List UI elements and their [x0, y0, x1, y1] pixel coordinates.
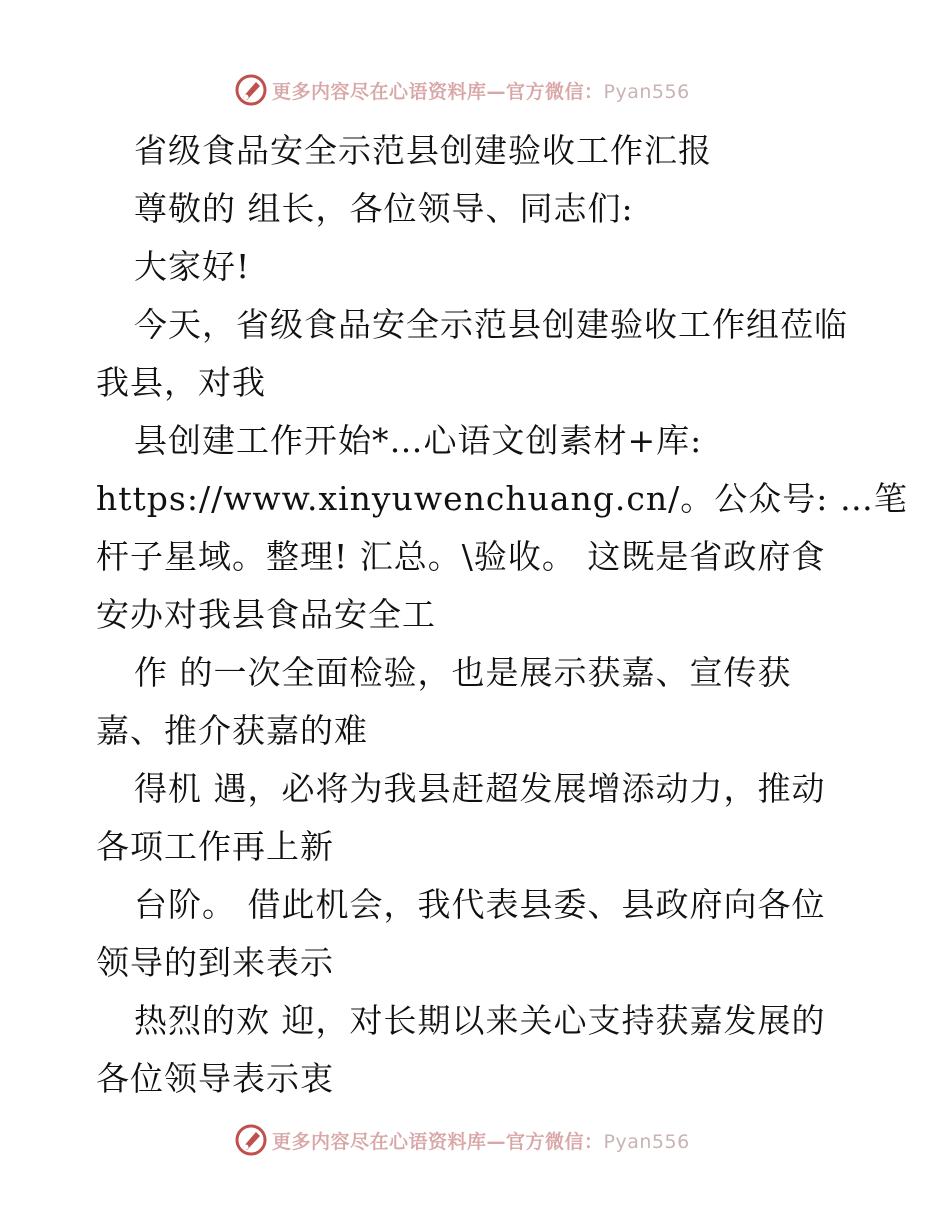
- paragraph-line: https://www.xinyuwenchuang.cn/。公众号: …笔: [96, 479, 908, 518]
- pen-logo-icon: [234, 73, 268, 107]
- paragraph-line: 大家好!: [134, 247, 251, 286]
- pen-logo-icon: [234, 1123, 268, 1157]
- banner-label: 更多内容尽在心语资料库—官方微信：: [272, 80, 604, 103]
- paragraph-line: 热烈的欢 迎，对长期以来关心支持获嘉发展的: [134, 1001, 826, 1040]
- banner-text: [272, 1127, 690, 1154]
- header-banner: [234, 72, 690, 108]
- paragraph-line: 尊敬的 组长，各位领导、同志们:: [134, 189, 634, 228]
- paragraph-line: 各位领导表示衷: [96, 1059, 334, 1098]
- paragraph-line: 嘉、推介获嘉的难: [96, 711, 368, 750]
- paragraph-line: 杆子星域。整理! 汇总。\验收。 这既是省政府食: [96, 537, 826, 576]
- paragraph-line: 作 的一次全面检验，也是展示获嘉、宣传获: [134, 653, 792, 692]
- paragraph-line: 今天，省级食品安全示范县创建验收工作组莅临: [134, 305, 848, 344]
- footer-banner: [234, 1122, 690, 1158]
- paragraph-line: 安办对我县食品安全工: [96, 595, 436, 634]
- banner-text: [272, 77, 690, 104]
- paragraph-line: 县创建工作开始*…心语文创素材+库:: [134, 421, 703, 460]
- paragraph-line: 各项工作再上新: [96, 827, 334, 866]
- paragraph-line: 台阶。 借此机会，我代表县委、县政府向各位: [134, 885, 826, 924]
- paragraph-line: 我县，对我: [96, 363, 266, 402]
- paragraph-line: 得机 遇，必将为我县赶超发展增添动力，推动: [134, 769, 826, 808]
- document-title: 省级食品安全示范县创建验收工作汇报: [134, 131, 712, 170]
- document-body: [96, 122, 908, 1108]
- banner-wechat-id: Pyan556: [603, 80, 690, 103]
- banner-label: 更多内容尽在心语资料库—官方微信：: [272, 1130, 604, 1153]
- banner-wechat-id: Pyan556: [603, 1130, 690, 1153]
- paragraph-line: 领导的到来表示: [96, 943, 334, 982]
